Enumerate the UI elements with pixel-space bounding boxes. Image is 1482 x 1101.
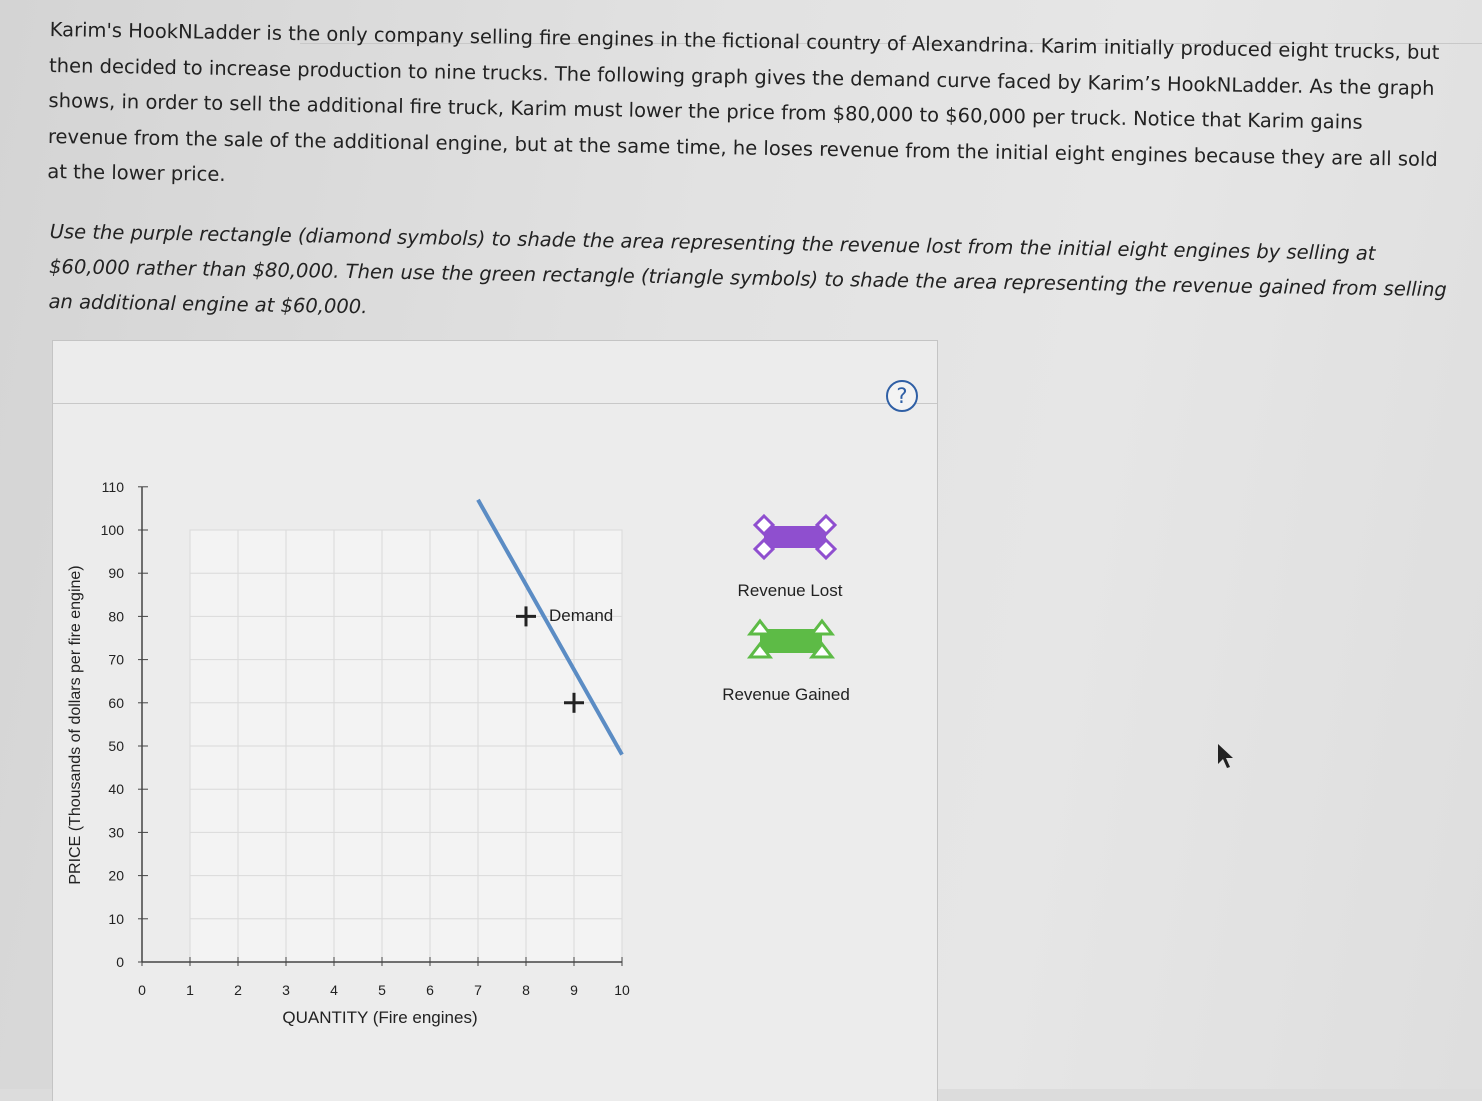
demand-curve-label: Demand — [549, 606, 614, 625]
graph-panel-header — [53, 341, 937, 404]
y-tick-label: 110 — [101, 478, 124, 495]
x-tick-label: 10 — [614, 982, 630, 998]
y-tick-label: 30 — [108, 824, 124, 841]
triangle-icon[interactable] — [750, 621, 770, 634]
y-tick-label: 40 — [108, 781, 124, 798]
intro-paragraph: Karim's HookNLadder is the only company selling fire engines in the fictional country of Alexandrina. Karim initially produced eight trucks, but then decided to increase production to nine trucks. The following graph gives the demand curve faced by Karim’s HookNLadder. As the graph shows, in order to sell the additional fire truck, Karim must lower the price from $80,000 to $60,000 per truck. Notice that Karim gains revenue from the sale of the additional engine, but at the same time, he loses revenue from the initial eight engines because they are all sold at the lower price. — [47, 17, 1440, 186]
x-tick-label: 9 — [570, 982, 578, 998]
x-tick-label: 0 — [138, 982, 146, 998]
y-tick-label: 10 — [108, 910, 124, 927]
y-tick-label: 60 — [108, 694, 124, 711]
y-tick-label: 100 — [100, 522, 124, 538]
y-tick-label: 50 — [108, 738, 124, 754]
x-tick-label: 3 — [282, 982, 290, 998]
y-tick-label: 70 — [108, 651, 124, 668]
y-tick-label: 80 — [108, 608, 124, 625]
y-tick-label: 0 — [116, 954, 124, 970]
triangle-icon[interactable] — [812, 621, 832, 634]
demand-graph[interactable] — [52, 440, 912, 1040]
x-tick-label: 6 — [426, 982, 434, 998]
x-tick-label: 8 — [522, 982, 530, 998]
x-tick-label: 4 — [330, 982, 338, 998]
x-axis-label: QUANTITY (Fire engines) — [282, 1008, 478, 1027]
revenue-gained-tool[interactable] — [750, 621, 832, 657]
x-tick-label: 1 — [186, 982, 194, 998]
x-tick-label: 2 — [234, 982, 242, 998]
revenue-lost-label: Revenue Lost — [737, 581, 843, 600]
x-tick-label: 7 — [474, 982, 482, 998]
revenue-lost-tool[interactable] — [755, 516, 835, 558]
y-axis-label: PRICE (Thousands of dollars per fire engine) — [67, 565, 84, 885]
chart-grid — [190, 530, 622, 962]
mouse-cursor-icon — [1214, 742, 1238, 770]
instruction-paragraph: Use the purple rectangle (diamond symbols) to shade the area representing the revenue lost from the initial eight engines by selling at $60,000 rather than $80,000. Then use the green rectangle (triangle symbols) to shade the area representing the revenue gained from selling an additional engine at $60,000. — [48, 219, 1447, 319]
y-tick-label: 90 — [108, 565, 124, 582]
x-tick-label: 5 — [378, 982, 386, 998]
revenue-lost-swatch[interactable] — [764, 526, 826, 548]
help-button[interactable]: ? — [886, 380, 918, 412]
y-tick-label: 20 — [108, 867, 124, 884]
revenue-gained-label: Revenue Gained — [722, 685, 850, 704]
